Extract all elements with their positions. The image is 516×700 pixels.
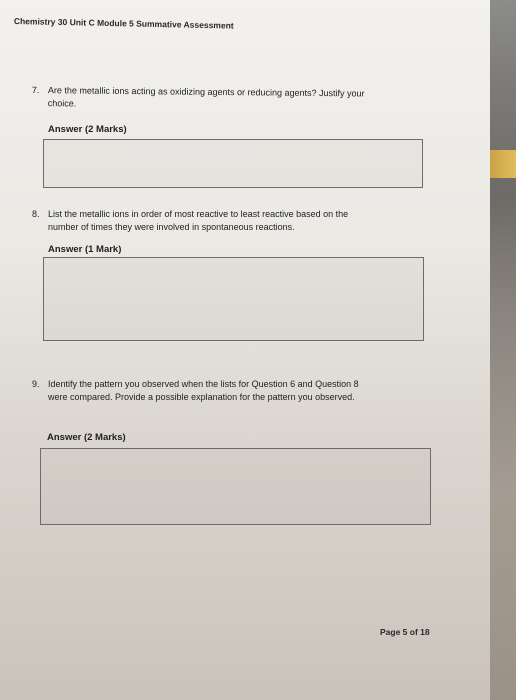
- answer-box-9[interactable]: [40, 448, 431, 525]
- page-number: Page 5 of 18: [380, 627, 430, 637]
- question-8: [32, 208, 348, 234]
- answer-box-shade: [41, 449, 430, 524]
- answer-box-shade: [44, 140, 422, 187]
- question-7: [32, 84, 365, 113]
- question-text-line: number of times they were involved in spontaneous reactions.: [48, 222, 295, 232]
- question-text-line: List the metallic ions in order of most reactive to least reactive based on the: [48, 209, 349, 219]
- answer-box-shade: [44, 258, 423, 340]
- background-edge: [490, 0, 516, 700]
- answer-box-7[interactable]: [43, 139, 423, 188]
- question-number: 7.: [31, 84, 40, 96]
- question-text-line: Identify the pattern you observed when the lists for Question 6 and Question 8: [48, 379, 359, 389]
- question-text-line: were compared. Provide a possible explanation for the pattern you observed.: [48, 392, 355, 402]
- answer-label-8: Answer (1 Mark): [48, 244, 122, 255]
- answer-label-7: Answer (2 Marks): [48, 124, 127, 135]
- answer-box-8[interactable]: [43, 257, 424, 341]
- question-text-line: Are the metallic ions acting as oxidizing agents or reducing agents? Justify your: [47, 85, 365, 99]
- document-header: Chemistry 30 Unit C Module 5 Summative Assessment: [13, 16, 234, 31]
- question-text-line: choice.: [47, 98, 77, 109]
- question-9: [32, 378, 359, 404]
- question-number: 8.: [32, 209, 40, 219]
- question-number: 9.: [32, 379, 40, 389]
- answer-label-9: Answer (2 Marks): [47, 432, 126, 443]
- background-stripe: [490, 150, 516, 178]
